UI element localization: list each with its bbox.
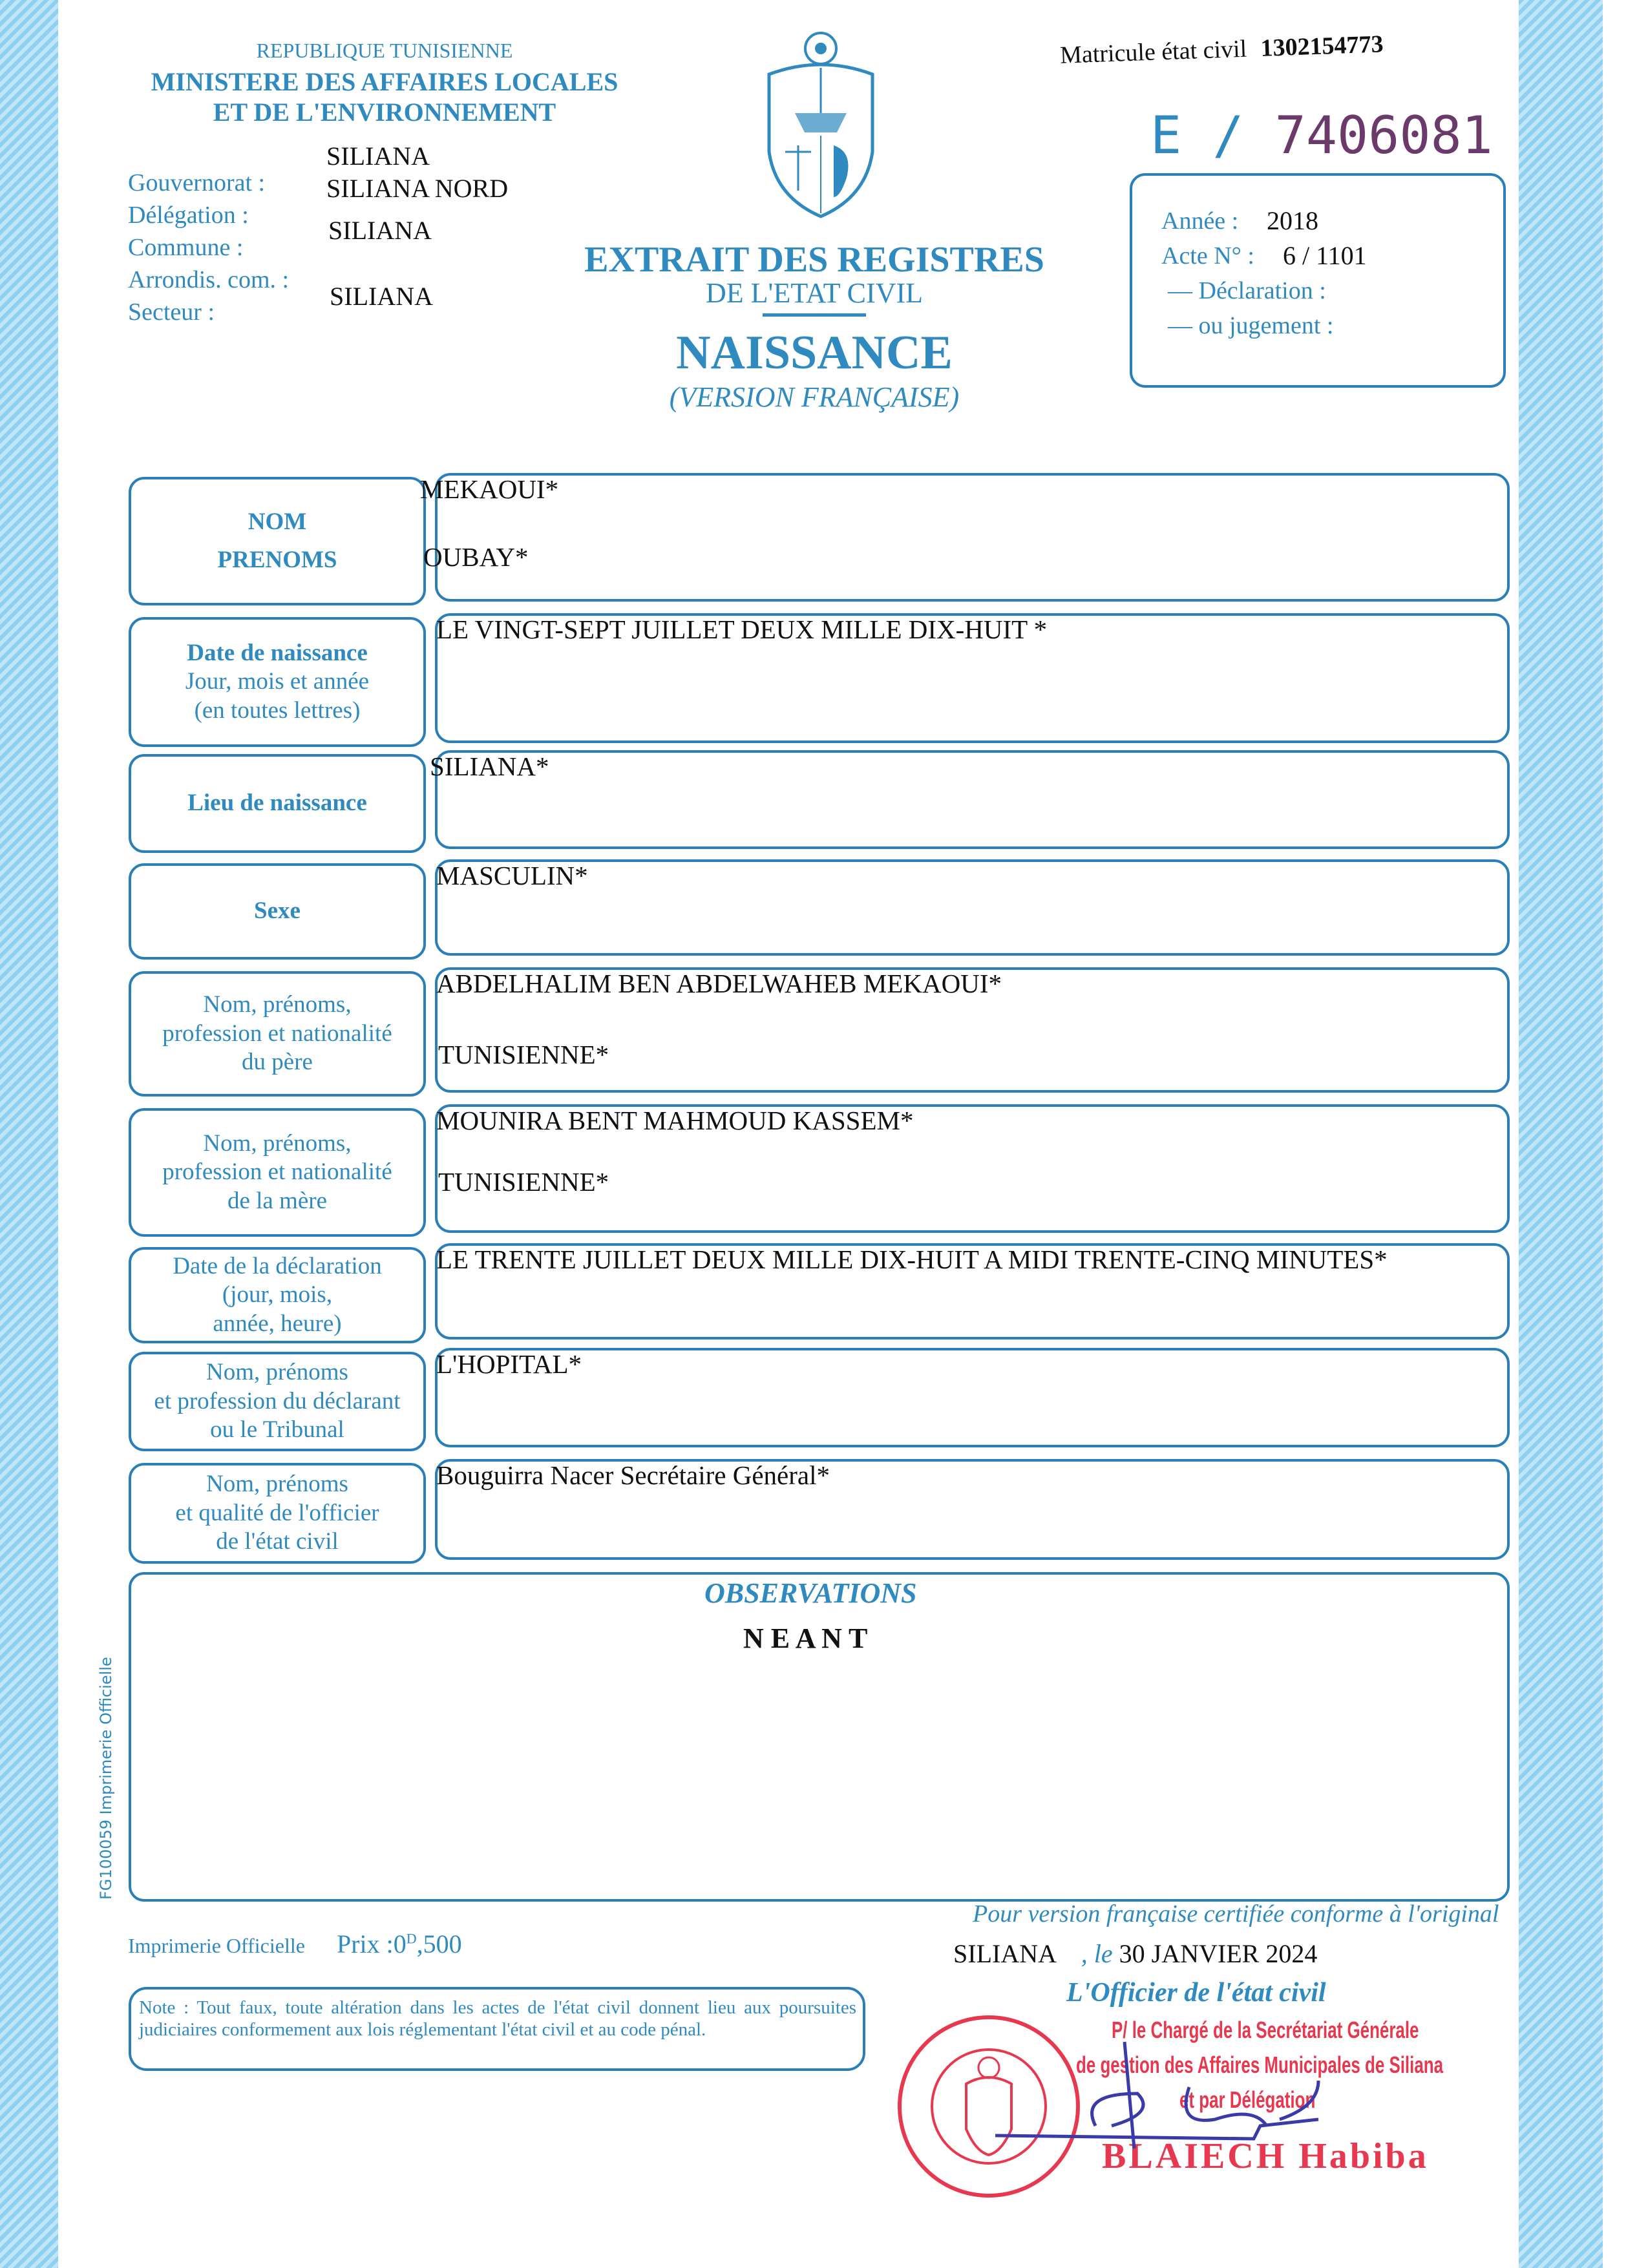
annee-value: 2018 [1267,206,1318,235]
row-sexe-value1: MASCULIN* [436,861,588,890]
row-date-declaration-label [129,1247,426,1343]
row-nom-prenoms-value2: OUBAY* [423,542,529,572]
row-label-line: et profession du déclarant [154,1387,401,1414]
title-line2: DE L'ETAT CIVIL [706,277,923,309]
ministry-line2: ET DE L'ENVIRONNEMENT [213,98,556,127]
officer-title: L'Officier de l'état civil [1066,1978,1326,2008]
row-label-line: NOM [248,509,307,536]
version-label: (VERSION FRANÇAISE) [669,381,960,413]
signing-date: 30 JANVIER 2024 [1119,1939,1318,1968]
row-mere-value1: MOUNIRA BENT MAHMOUD KASSEM* [436,1106,914,1135]
le-label: , le [1081,1939,1113,1968]
title-line1: EXTRAIT DES REGISTRES [584,240,1044,280]
ministry-line1: MINISTERE DES AFFAIRES LOCALES [151,67,618,96]
row-date-naissance-label [129,617,426,747]
row-label-line: PRENOMS [217,546,337,573]
row-sexe-value-box [435,859,1510,956]
row-mere-label [129,1108,426,1237]
legal-note: Note : Tout faux, toute altération dans les actes de l'état civil donnent lieu aux poursuites judiciaires conformement aux lois réglementant l'état civil et au code pénal. [139,1997,856,2040]
acte-value: 6 / 1101 [1283,241,1367,270]
signing-place: SILIANA [953,1939,1055,1968]
security-border-right [1519,0,1603,2268]
serial-prefix: E / [1150,105,1244,165]
row-label-line: de l'état civil [216,1528,339,1555]
row-lieu-naissance-value-box [435,750,1510,849]
title-divider [763,313,866,317]
certification-text: Pour version française certifiée conforme à l'original [973,1900,1499,1927]
stamp-line1: P/ le Chargé de la Secrétariat Générale [1112,2017,1419,2043]
matricule-label: Matricule état civil [1059,35,1247,69]
row-label-line: Nom, prénoms, [203,1129,352,1157]
row-lieu-naissance-value1: SILIANA* [430,751,549,781]
row-nom-prenoms-value-box [435,473,1510,602]
row-label-line: Date de naissance [187,639,368,666]
stamp-line3: et par Délégation [1179,2086,1316,2113]
row-pere-value2: TUNISIENNE* [438,1040,609,1069]
jugement-label: — ou jugement : [1168,312,1334,339]
row-label-line: profession et nationalité [162,1020,392,1047]
row-label-line: Date de la déclaration [173,1252,382,1279]
gouvernorat-label: Gouvernorat : [128,169,266,196]
printer-label: Imprimerie Officielle [128,1934,305,1957]
delegation-value: SILIANA NORD [326,174,509,203]
side-print: FG100059 Imprimerie Officielle [97,1657,115,1900]
row-label-line: année, heure) [213,1310,342,1337]
row-label-line: Sexe [254,898,301,925]
stamp-line2: de gestion des Affaires Municipales de Siliana [1076,2052,1444,2078]
matricule-value: 1302154773 [1260,30,1384,62]
annee-label: Année : [1161,207,1239,235]
row-label-line: Lieu de naissance [187,790,367,817]
row-label-line: Nom, prénoms [206,1359,348,1386]
price-suffix: ,500 [416,1929,462,1958]
row-label-line: du père [242,1049,313,1076]
row-nom-prenoms-value1: MEKAOUI* [420,474,559,504]
row-officier-label [129,1463,426,1564]
row-label-line: profession et nationalité [162,1159,392,1186]
row-pere-label [129,971,426,1097]
stamp-name: BLAIECH Habiba [1102,2136,1429,2176]
row-label-line: ou le Tribunal [210,1416,344,1444]
row-nom-prenoms-label [129,477,426,605]
row-lieu-naissance-label [129,754,426,853]
delegation-label: Délégation : [128,202,249,229]
price-prefix: Prix :0 [336,1929,407,1958]
row-date-naissance-value1: LE VINGT-SEPT JUILLET DEUX MILLE DIX-HUIT * [436,614,1048,644]
security-border-left [0,0,58,2268]
observations-value: N E A N T [743,1622,868,1654]
secteur-label: Secteur : [128,299,215,326]
row-declarant-value-box [435,1348,1510,1447]
secteur-value: SILIANA [330,282,433,311]
row-label-line: Nom, prénoms, [203,991,352,1018]
acte-label: Acte N° : [1161,242,1254,269]
row-label-line: (en toutes lettres) [194,697,361,724]
commune-label: Commune : [128,234,244,261]
row-label-line: et qualité de l'officier [175,1499,379,1526]
row-label-line: Nom, prénoms [206,1471,348,1498]
observations-label: OBSERVATIONS [704,1577,917,1609]
gouvernorat-value: SILIANA [326,142,430,171]
row-declarant-label [129,1352,426,1451]
row-label-line: (jour, mois, [222,1281,333,1308]
row-date-declaration-value1: LE TRENTE JUILLET DEUX MILLE DIX-HUIT A MIDI TRENTE-CINQ MINUTES* [436,1244,1388,1274]
declaration-label: — Déclaration : [1168,277,1326,304]
row-label-line: Jour, mois et année [185,668,370,695]
row-mere-value2: TUNISIENNE* [438,1167,609,1197]
signature-icon [982,2035,1448,2152]
republic-label: REPUBLIQUE TUNISIENNE [256,39,513,62]
price-unit: D [406,1930,417,1947]
arrondis-label: Arrondis. com. : [128,266,290,293]
row-pere-value1: ABDELHALIM BEN ABDELWAHEB MEKAOUI* [436,969,1002,998]
price [337,1929,462,1958]
row-label-line: de la mère [227,1187,328,1214]
document-type: NAISSANCE [676,326,953,379]
serial-number: 7406081 [1274,105,1493,165]
row-declarant-value1: L'HOPITAL* [436,1349,582,1379]
commune-value: SILIANA [328,216,432,245]
row-officier-value1: Bouguirra Nacer Secrétaire Général* [436,1460,830,1490]
coat-of-arms-icon [756,29,885,223]
row-sexe-label [129,863,426,960]
